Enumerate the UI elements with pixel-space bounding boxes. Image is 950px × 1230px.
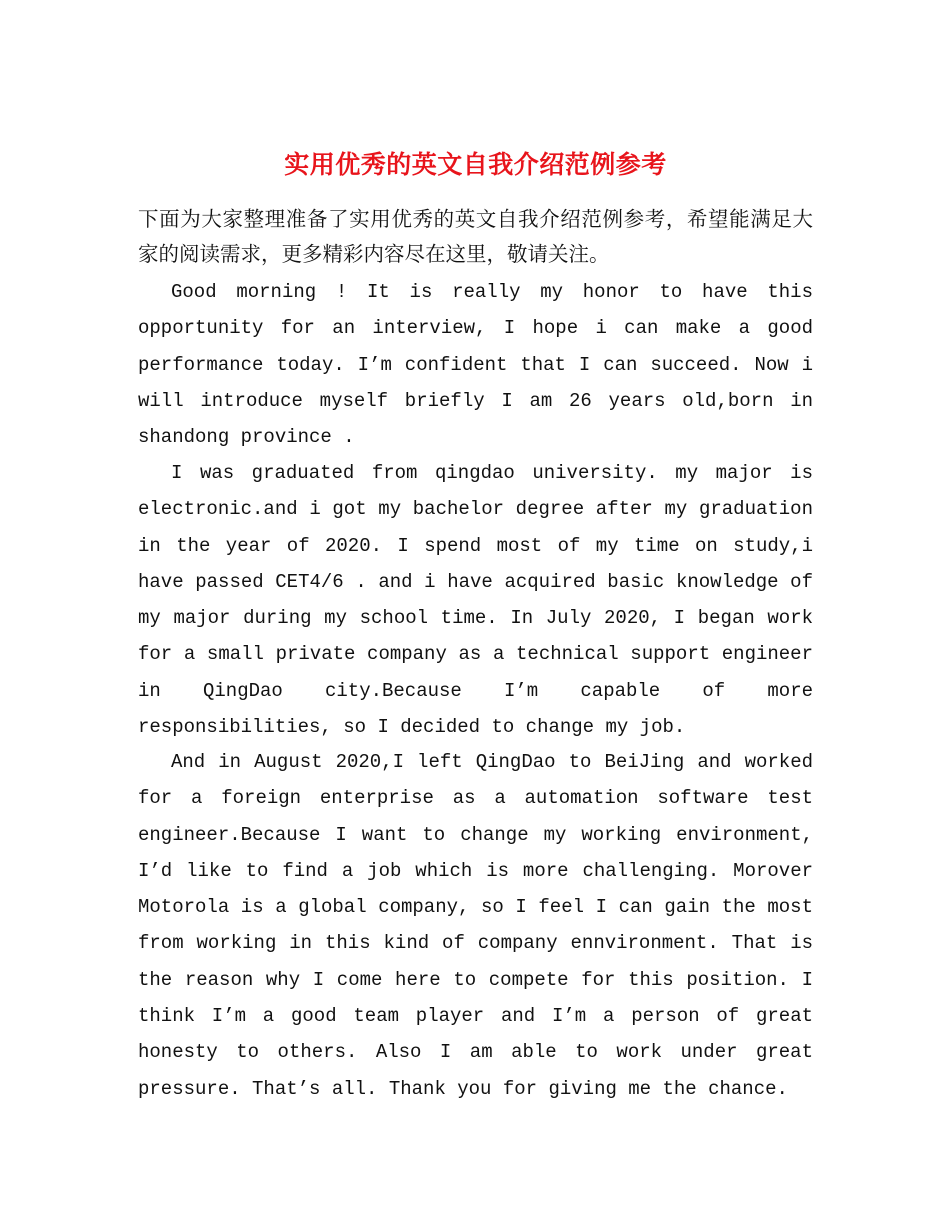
body-paragraph-3: And in August 2020,I left QingDao to BeiJing and worked for a foreign enterprise as a automation software test engineer.Because I want to change my working environment, I’d like to find a job which is more challenging. Morover Motorola is a global company, so I feel I can gain the most from working in this kind of company ennvironment. That is the reason why I come here to compete for this position. I think I’m a good team player and I’m a person of great honesty to others. Also I am able to work under great pressure. That’s all. Thank you for giving me the chance. bbox=[138, 751, 813, 1100]
body-paragraph-1: Good morning ! It is really my honor to have this opportunity for an interview, I hope i can make a good performance today. I’m confident that I can succeed. Now i will introduce myself briefly I am 26 years old,born in shandong province . bbox=[138, 281, 813, 449]
intro-paragraph: 下面为大家整理准备了实用优秀的英文自我介绍范例参考，希望能满足大家的阅读需求，更多精彩内容尽在这里，敬请关注。 bbox=[138, 207, 813, 266]
body-paragraph-2: I was graduated from qingdao university. my major is electronic.and i got my bachelor degree after my graduation in the year of 2020. I spend most of my time on study,i have passed CET4/6 . and i have acquired basic knowledge of my major during my school time. In July 2020, I began work for a small private company as a technical support engineer in QingDao city.Because I’m capable of more responsibilities, so I decided to change my job. bbox=[138, 462, 813, 739]
document-title: 实用优秀的英文自我介绍范例参考 bbox=[284, 149, 667, 179]
